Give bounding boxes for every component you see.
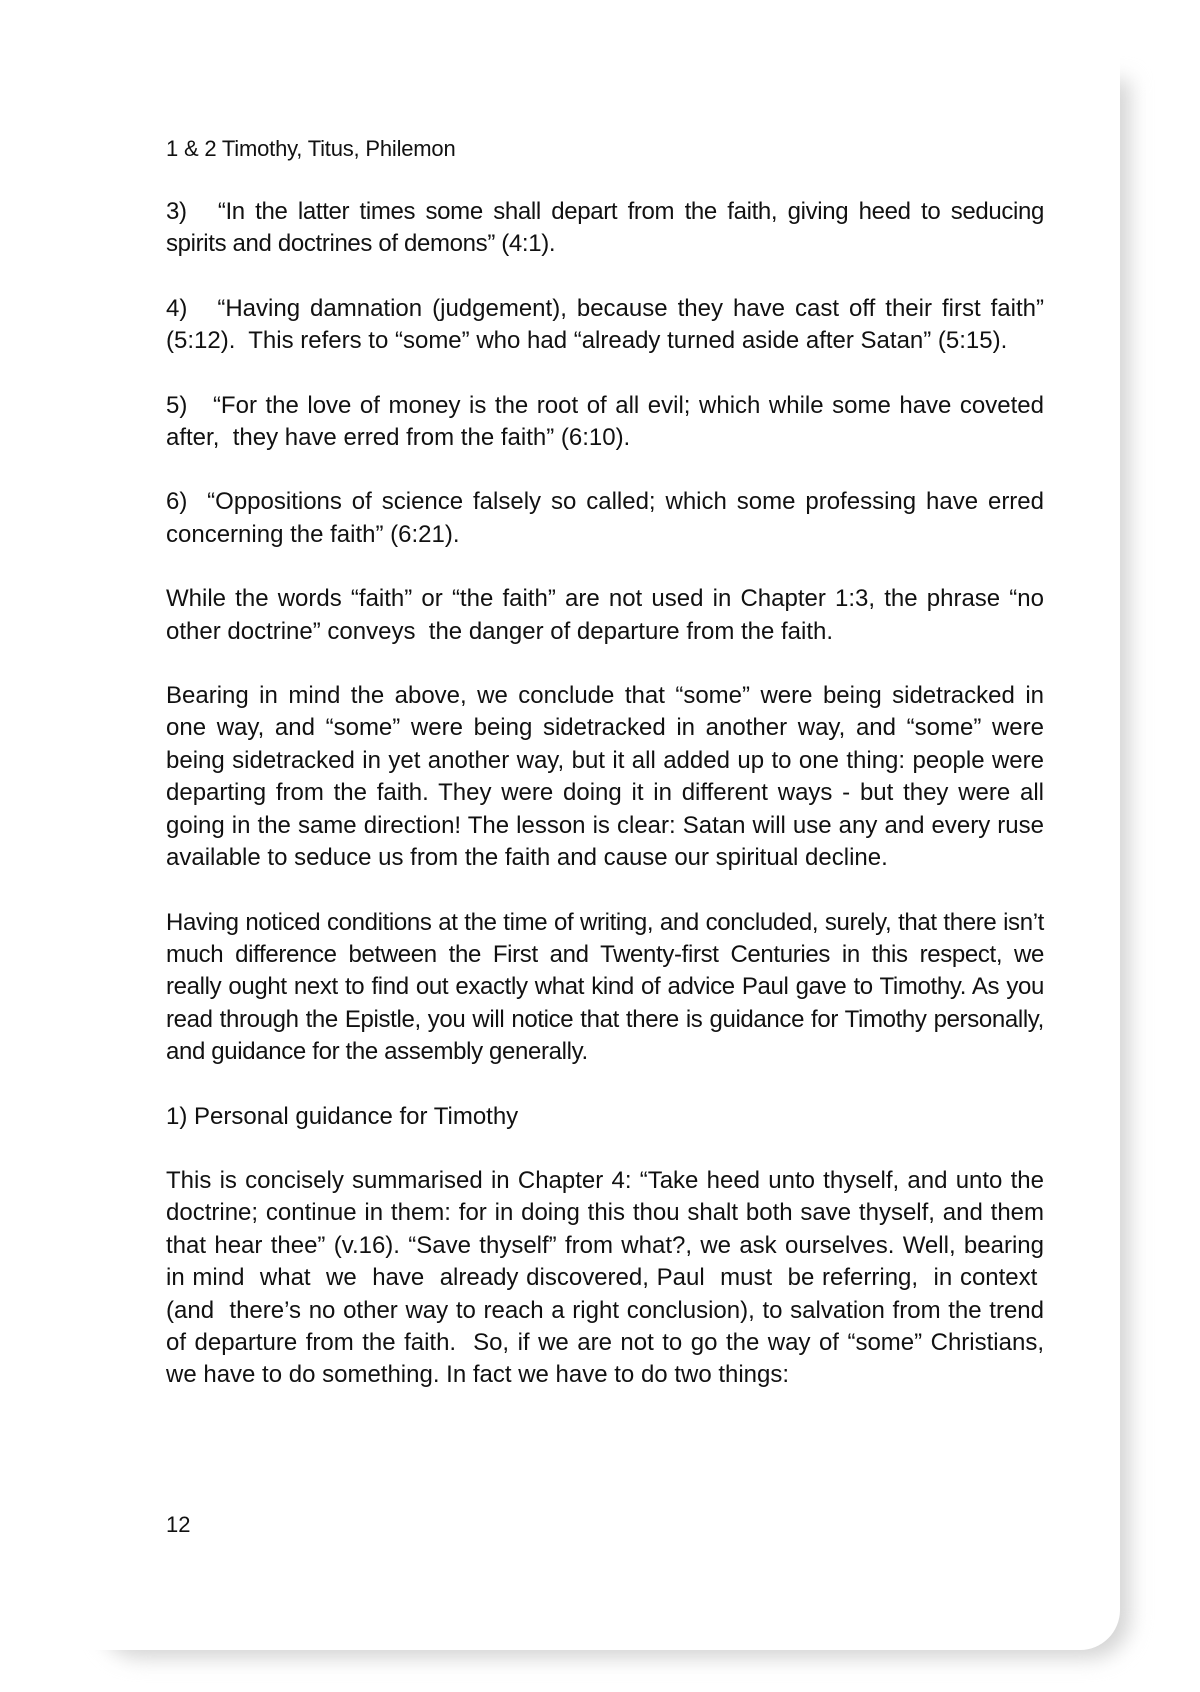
paragraph-faith-words: While the words “faith” or “the faith” are not used in Chapter 1:3, the phrase “no other doctrine” conveys the danger of departure from the faith. — [166, 585, 1044, 645]
paragraph-conclusion: Bearing in mind the above, we conclude that “some” were being sidetracked in one way, and “some” were being sidetracked in another way, and “some” were being sidetracked in yet another way, but it all added up to one thing: people were departing from the faith. They were doing it in different ways - but they were all going in the same direction! The lesson is clear: Satan will use any and every ruse available to seduce us from the faith and cause our spiritual decline. — [166, 682, 1044, 872]
page-body — [166, 196, 1044, 1424]
paragraph-summary: This is concisely summarised in Chapter 4: “Take heed unto thyself, and unto the doctrine; continue in them: for in doing this thou shalt both save thyself, and them that hear thee” (v.16). “Save thyself” from what?, we ask ourselves. Well, bearing in mind what we have already discovered, Paul must be referring, in context (and there’s no other way to reach a right conclusion), to salvation from the trend of departure from the faith. So, if we are not to go the way of “some” Christians, we have to do something. In fact we have to do two things: — [166, 1166, 1044, 1389]
list-item-3: 3) “In the latter times some shall depart from the faith, giving heed to seducing spirits and doctrines of demons” (4:1). — [166, 198, 1044, 258]
section-heading-personal-guidance: 1) Personal guidance for Timothy — [166, 1102, 519, 1130]
list-item-4: 4) “Having damnation (judgement), because they have cast off their first faith” (5:12). This refers to “some” who had “already turned aside after Satan” (5:15). — [166, 294, 1044, 355]
running-header: 1 & 2 Timothy, Titus, Philemon — [166, 136, 456, 161]
list-item-6: 6) “Oppositions of science falsely so called; which some professing have erred concerning the faith” (6:21). — [166, 488, 1044, 548]
paragraph-conditions: Having noticed conditions at the time of writing, and concluded, surely, that there isn’t much difference between the First and Twenty-first Centuries in this respect, we really ought next to find out exactly what kind of advice Paul gave to Timothy. As you read through the Epistle, you will notice that there is guidance for Timothy personally, and guidance for the assembly generally. — [166, 908, 1044, 1066]
page-number: 12 — [166, 1512, 191, 1537]
list-item-5: 5) “For the love of money is the root of all evil; which while some have coveted after, they have erred from the faith” (6:10). — [166, 391, 1044, 452]
